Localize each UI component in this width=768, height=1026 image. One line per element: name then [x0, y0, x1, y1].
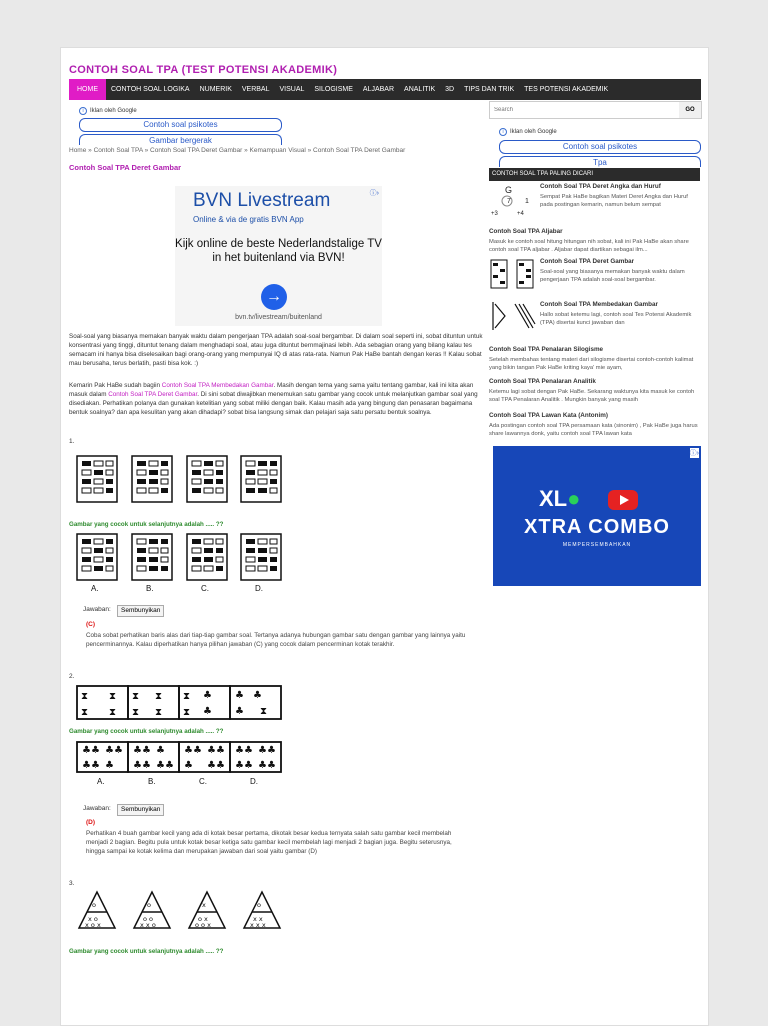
svg-text:♣♣: ♣♣ [235, 745, 253, 756]
sidebar-thumb-membedakan-gambar[interactable] [489, 300, 537, 334]
nav-item-home[interactable]: HOME [69, 79, 106, 100]
svg-text:♣♣: ♣♣ [133, 745, 151, 756]
svg-text:♣♣: ♣♣ [235, 760, 253, 771]
svg-text:♣: ♣ [105, 760, 114, 771]
sidebar-ad-link-tpa[interactable]: Tpa [499, 156, 701, 167]
svg-text:o: o [147, 901, 151, 909]
bvn-url: bvn.tv/livestream/buitenland [235, 314, 322, 321]
svg-text:⧗: ⧗ [155, 707, 163, 718]
question-2-figure [75, 684, 287, 722]
main-nav [69, 79, 701, 100]
svg-text:⧗: ⧗ [109, 707, 117, 718]
question-2-options-figure [75, 740, 287, 788]
option-label: D. [255, 584, 263, 593]
popular-post-title[interactable]: Contoh Soal TPA Penalaran Silogisme [489, 346, 604, 353]
link-membedakan-gambar[interactable]: Contoh Soal TPA Membedakan Gambar [161, 382, 274, 389]
thumb-char: +3 [491, 211, 498, 217]
hide-answer-button[interactable]: Sembunyikan [117, 804, 164, 816]
xl-title: XTRA COMBO [524, 516, 670, 538]
ad-link-gambar[interactable]: Gambar bergerak [79, 134, 282, 145]
answer-explanation: Coba sobat perhatikan baris alas dari tiap-tiap gambar soal. Tertanya adanya hubungan gambar satu dengan gambar yang lainnya yaitu pencerminannya. Kalau diperhatikan hanya pilihan jawaban (C) yang cocok dalam pencerminan kotak terakhir. [86, 632, 466, 648]
svg-text:⧗: ⧗ [81, 691, 89, 702]
search-input[interactable] [490, 102, 678, 118]
popular-posts-heading: CONTOH SOAL TPA PALING DICARI [489, 168, 700, 181]
popular-post-excerpt: Ketemu lagi sobat dengan Pak HaBe. Sekarang waktunya kita masuk ke contoh soal TPA Penalaran Analitik . Mungkin banyak yang masih [489, 389, 695, 403]
p2-text-b: . Masih dengan tema yang sama yaitu tentang gambar, kali ini kita akan masuk dalam [69, 382, 474, 398]
nav-item-tpa[interactable]: TES POTENSI AKADEMIK [524, 86, 609, 93]
nav-item-numerik[interactable]: NUMERIK [199, 86, 232, 93]
svg-text:♣: ♣ [235, 706, 244, 717]
svg-text:x: x [202, 901, 206, 909]
sidebar-ad-label[interactable] [499, 128, 557, 136]
popular-post-excerpt: Setelah membahas tentang materi dari silogisme disertai contoh-contoh kalimat yang bikin tangan Pak HaBe kriting kaya' mie ayam, [489, 357, 694, 371]
nav-item-verbal[interactable]: VERBAL [241, 86, 270, 93]
bvn-ad[interactable] [175, 186, 382, 326]
popular-post-excerpt: Sempat Pak HaBe bagikan Materi Deret Angka dan Huruf pada postingan kemarin, namun belum sempat [540, 194, 688, 208]
option-label: D. [250, 777, 258, 786]
nav-item-visual[interactable]: VISUAL [279, 86, 305, 93]
svg-text:o x: o x [198, 915, 208, 923]
option-label: B. [146, 584, 154, 593]
info-icon: i [499, 128, 507, 136]
option-label: A. [91, 584, 99, 593]
link-deret-gambar[interactable]: Contoh Soal TPA Deret Gambar [108, 391, 198, 398]
svg-text:♣♣: ♣♣ [258, 745, 276, 756]
popular-post-title[interactable]: Contoh Soal TPA Deret Angka dan Huruf [540, 183, 661, 190]
svg-text:♣: ♣ [156, 745, 165, 756]
question-1-options-figure [75, 532, 287, 594]
svg-text:x o x: x o x [85, 921, 101, 929]
question-text: Gambar yang cocok untuk selanjutnya adalah ..... ?? [69, 948, 224, 955]
svg-text:o o x: o o x [195, 921, 211, 929]
p2-text-a: Kemarin Pak HaBe sudah bagiin [69, 382, 162, 389]
svg-text:⧗: ⧗ [81, 707, 89, 718]
ad-link-psikotes[interactable]: Contoh soal psikotes [79, 118, 282, 132]
nav-item-3d[interactable]: 3D [445, 86, 455, 93]
svg-text:x o: x o [88, 915, 98, 923]
option-label: C. [201, 584, 209, 593]
svg-text:♣: ♣ [253, 690, 262, 701]
question-number: 3. [69, 880, 75, 887]
nav-item-analitik[interactable]: ANALITIK [404, 86, 436, 93]
site-title[interactable]: CONTOH SOAL TPA (TEST POTENSI AKADEMIK) [69, 64, 338, 76]
popular-post-title[interactable]: Contoh Soal TPA Membedakan Gambar [540, 301, 658, 308]
hide-answer-button[interactable]: Sembunyikan [117, 605, 164, 617]
popular-post-title[interactable]: Contoh Soal TPA Penalaran Analitik [489, 378, 596, 385]
question-number: 1. [69, 438, 75, 445]
bvn-subtitle: Online & via de gratis BVN App [193, 215, 304, 224]
page-container [60, 47, 709, 1026]
svg-text:⧗: ⧗ [132, 691, 140, 702]
svg-text:♣: ♣ [184, 760, 193, 771]
post-title: Contoh Soal TPA Deret Gambar [69, 163, 182, 172]
thumb-char: 1 [525, 198, 529, 205]
svg-text:♣♣: ♣♣ [184, 745, 202, 756]
answer-key: (D) [86, 819, 96, 826]
answer-label: Jawaban: [83, 805, 111, 812]
svg-text:♣♣: ♣♣ [82, 760, 100, 771]
question-1-figure [75, 453, 287, 505]
question-text: Gambar yang cocok untuk selanjutnya adalah ..... ?? [69, 521, 224, 528]
question-text: Gambar yang cocok untuk selanjutnya adalah ..... ?? [69, 728, 224, 735]
nav-item-logika[interactable]: CONTOH SOAL LOGIKA [111, 86, 190, 93]
popular-post-title[interactable]: Contoh Soal TPA Deret Gambar [540, 258, 635, 265]
svg-text:⧗: ⧗ [132, 707, 140, 718]
answer-key: (C) [86, 621, 96, 628]
svg-text:⧗: ⧗ [183, 691, 191, 702]
question-number: 2. [69, 673, 75, 680]
popular-post-title[interactable]: Contoh Soal TPA Aljabar [489, 228, 563, 235]
thumb-char: +4 [517, 211, 524, 217]
svg-text:♣♣: ♣♣ [207, 745, 225, 756]
svg-text:⧗: ⧗ [109, 691, 117, 702]
xl-ad-banner[interactable] [493, 446, 701, 586]
svg-text:⧗: ⧗ [155, 691, 163, 702]
arrow-right-icon[interactable]: → [261, 284, 287, 310]
nav-item-silogisme[interactable]: SILOGISME [314, 86, 353, 93]
svg-text:♣♣: ♣♣ [133, 760, 151, 771]
p2-text-c: . Di sini sobat diwajibkan menemukan satu gambar yang cocok untuk melanjutkan gambar soal yang disediakan. Perhatikan polanya dan gunakan ketelitian yang sobat miliki dengan baik. Kalau masih ada yang bingung dan penasaran bagaimana bentuk soalnya? dan apa kesulitan yang akan dihadapi? sobat bisa langsung simak dan pelajari saja satu persatu bentuk soalnya. [69, 391, 478, 416]
svg-text:x x x: x x x [250, 921, 266, 929]
search-box [489, 101, 702, 119]
answer-explanation: Perhatikan 4 buah gambar kecil yang ada di kotak besar pertama, dikotak besar kedua ternyata salah satu gambar kecil membelah menjadi 2 bagian. Begitu pula untuk kotak besar ketiga satu gambar kecil membelah lagi menjadi 2 bagian juga. Begitu seterusnya, hingga sampai ke kotak kelima dan merupakan jawaban dari soal yaitu gambar (D) [86, 830, 452, 855]
sidebar-ad-link-psikotes[interactable]: Contoh soal psikotes [499, 140, 701, 154]
ad-label-text: Iklan oleh Google [90, 108, 137, 114]
ad-choices-icon[interactable]: ⓘ› [369, 190, 379, 197]
svg-text:♣♣: ♣♣ [258, 760, 276, 771]
svg-text:⧗: ⧗ [260, 706, 268, 717]
thumb-char: 7 [507, 198, 511, 205]
popular-post-title[interactable]: Contoh Soal TPA Lawan Kata (Antonim) [489, 412, 608, 419]
option-label: B. [148, 777, 156, 786]
svg-text:o: o [92, 901, 96, 909]
svg-text:x x: x x [253, 915, 263, 923]
svg-text:⧗: ⧗ [183, 707, 191, 718]
svg-text:♣♣: ♣♣ [105, 745, 123, 756]
question-3-figure [75, 890, 287, 932]
sidebar-thumb-deret-angka[interactable] [489, 184, 531, 218]
svg-text:♣♣: ♣♣ [82, 745, 100, 756]
option-label: C. [199, 777, 207, 786]
bvn-text: Kijk online de beste Nederlandstalige TV in het buitenland via BVN! [175, 238, 382, 264]
option-label: A. [97, 777, 105, 786]
sidebar-thumb-deret-gambar[interactable] [489, 258, 537, 292]
svg-text:o o: o o [143, 915, 154, 923]
sidebar-ad-label-text: Iklan oleh Google [510, 129, 557, 135]
xl-subtitle: MEMPERSEMBAHKAN [562, 542, 632, 548]
nav-item-aljabar[interactable]: ALJABAR [362, 86, 395, 93]
search-button[interactable]: GO [679, 102, 701, 118]
svg-text:o: o [257, 901, 261, 909]
second-paragraph [69, 381, 485, 417]
svg-text:♣♣: ♣♣ [156, 760, 174, 771]
nav-item-tips[interactable]: TIPS DAN TRIK [464, 86, 515, 93]
youtube-play-icon [608, 490, 638, 510]
popular-post-excerpt: Soal-soal yang biasanya memakan banyak waktu dalam pengerjaan TPA adalah soal-soal bergambar. [540, 269, 685, 283]
bvn-title: BVN Livestream [193, 190, 331, 211]
popular-post-excerpt: Ada postingan contoh soal TPA persamaan kata (sinonim) , Pak HaBe juga harus share lawannya donk, yaitu contoh soal TPA lawan kata [489, 423, 698, 437]
intro-paragraph: Soal-soal yang biasanya memakan banyak waktu dalam pengerjaan TPA adalah soal-soal bergambar. Di dalam soal seperti ini, sobat dituntun untuk konsentrasi yang tinggi, dituntut tenang dalam menghadapi soal, atau juga dituntut bernmajinasi lebih. Ada sebagian orang yang bilang kalau tes semacam ini hanya bisa diselesaikan bagi orang-orang yang mempunyai IQ di atas rata-rata. Namun Pak HaBe bantah dengan keras !! Kalau sobat mau berusaha, terus berlatih, pasti bisa kok. :) [69, 333, 483, 367]
ad-label[interactable] [79, 107, 137, 115]
svg-text:♣♣: ♣♣ [207, 760, 225, 771]
xl-brand: XL [539, 486, 568, 511]
svg-text:♣: ♣ [203, 706, 212, 717]
thumb-char: G [505, 185, 513, 195]
info-icon: i [79, 107, 87, 115]
xl-logo: XL● [539, 486, 581, 511]
popular-post-excerpt: Masuk ke contoh soal hitung hitungan nih sobat, kali ini Pak HaBe akan share contoh soal TPA aljabar . Aljabar dapat diartikan sebagai ilm... [489, 239, 689, 253]
breadcrumb[interactable]: Home » Contoh Soal TPA » Contoh Soal TPA Deret Gambar » Kemampuan Visual » Contoh Soal TPA Deret Gambar [69, 147, 406, 154]
svg-text:♣: ♣ [203, 690, 212, 701]
answer-label: Jawaban: [83, 606, 111, 613]
ad-choices-icon[interactable]: ⓘ› [689, 450, 699, 457]
svg-text:♣: ♣ [235, 690, 244, 701]
svg-text:x x o: x x o [140, 921, 156, 929]
popular-post-excerpt: Hallo sobat ketemu lagi, contoh soal Tes Potensi Akademik (TPA) disertai kunci jawaban dan [540, 312, 692, 326]
